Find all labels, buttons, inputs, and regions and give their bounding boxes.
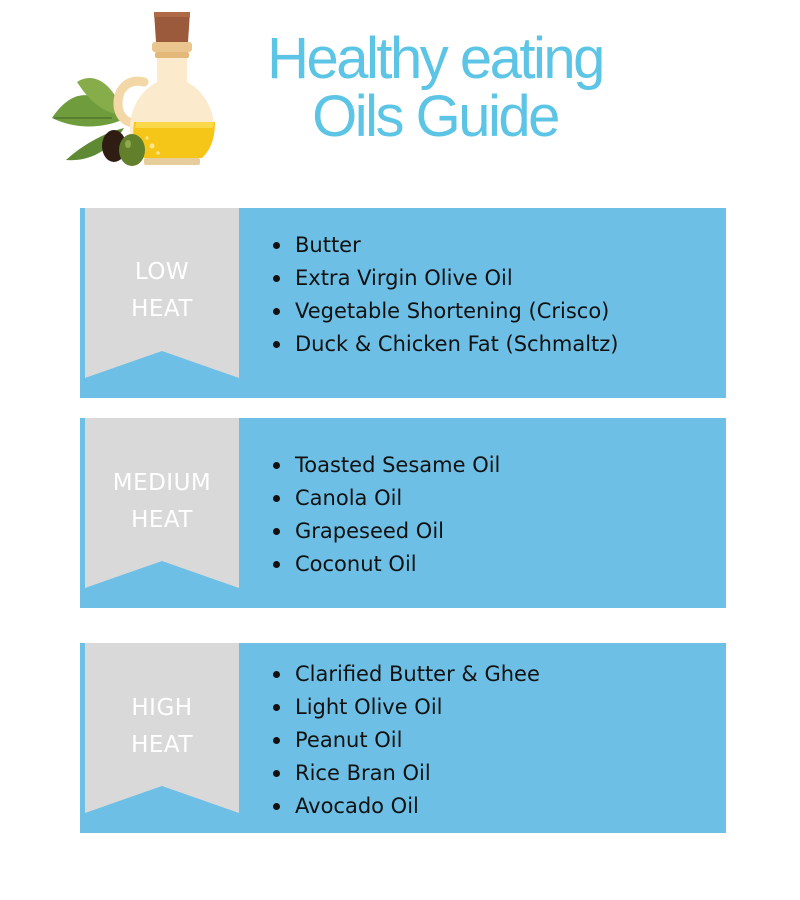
bullet-icon bbox=[273, 495, 280, 502]
list-item bbox=[265, 328, 619, 361]
ribbon-label-line-2: HEAT bbox=[131, 296, 193, 322]
high-heat-label bbox=[85, 690, 239, 764]
list-item bbox=[265, 449, 500, 482]
oil-name: Vegetable Shortening (Crisco) bbox=[295, 299, 610, 323]
title-line-2: Oils Guide bbox=[312, 84, 558, 149]
oil-name: Coconut Oil bbox=[295, 552, 417, 576]
ribbon-label-line-1: LOW bbox=[134, 259, 190, 285]
oil-name: Rice Bran Oil bbox=[295, 761, 431, 785]
list-item bbox=[265, 295, 619, 328]
bullet-icon bbox=[273, 671, 280, 678]
bullet-icon bbox=[273, 737, 280, 744]
oil-name: Butter bbox=[295, 233, 361, 257]
list-item bbox=[265, 482, 500, 515]
bullet-icon bbox=[273, 803, 280, 810]
oil-name: Toasted Sesame Oil bbox=[295, 453, 501, 477]
medium-heat-label bbox=[85, 465, 239, 539]
oil-name: Clarified Butter & Ghee bbox=[295, 662, 540, 686]
high-heat-section bbox=[80, 643, 726, 833]
title-line-1: Healthy eating bbox=[267, 26, 603, 91]
oil-name: Extra Virgin Olive Oil bbox=[295, 266, 513, 290]
page-title bbox=[200, 26, 670, 149]
oil-name: Peanut Oil bbox=[295, 728, 403, 752]
bullet-icon bbox=[273, 528, 280, 535]
oil-name: Canola Oil bbox=[295, 486, 403, 510]
oil-name: Light Olive Oil bbox=[295, 695, 443, 719]
list-item bbox=[265, 757, 540, 790]
bullet-icon bbox=[273, 275, 280, 282]
list-item bbox=[265, 790, 540, 823]
medium-heat-oil-list bbox=[265, 449, 500, 581]
bullet-icon bbox=[273, 341, 280, 348]
oil-name: Grapeseed Oil bbox=[295, 519, 445, 543]
medium-heat-section bbox=[80, 418, 726, 608]
bullet-icon bbox=[273, 770, 280, 777]
ribbon-label-line-1: HIGH bbox=[131, 695, 193, 721]
bullet-icon bbox=[273, 308, 280, 315]
list-item bbox=[265, 229, 619, 262]
high-heat-ribbon bbox=[85, 643, 239, 813]
ribbon-label-line-2: HEAT bbox=[131, 507, 193, 533]
list-item bbox=[265, 658, 540, 691]
medium-heat-ribbon bbox=[85, 418, 239, 588]
low-heat-ribbon bbox=[85, 208, 239, 378]
low-heat-oil-list bbox=[265, 229, 619, 361]
ribbon-label-line-1: MEDIUM bbox=[112, 470, 212, 496]
bullet-icon bbox=[273, 704, 280, 711]
list-item bbox=[265, 262, 619, 295]
list-item bbox=[265, 515, 500, 548]
low-heat-section bbox=[80, 208, 726, 398]
bullet-icon bbox=[273, 462, 280, 469]
oil-name: Duck & Chicken Fat (Schmaltz) bbox=[295, 332, 619, 356]
bullet-icon bbox=[273, 561, 280, 568]
high-heat-oil-list bbox=[265, 658, 540, 823]
ribbon-label-line-2: HEAT bbox=[131, 732, 193, 758]
low-heat-label bbox=[85, 254, 239, 328]
list-item bbox=[265, 691, 540, 724]
oil-name: Avocado Oil bbox=[295, 794, 419, 818]
list-item bbox=[265, 724, 540, 757]
header bbox=[0, 0, 800, 180]
list-item bbox=[265, 548, 500, 581]
bullet-icon bbox=[273, 242, 280, 249]
